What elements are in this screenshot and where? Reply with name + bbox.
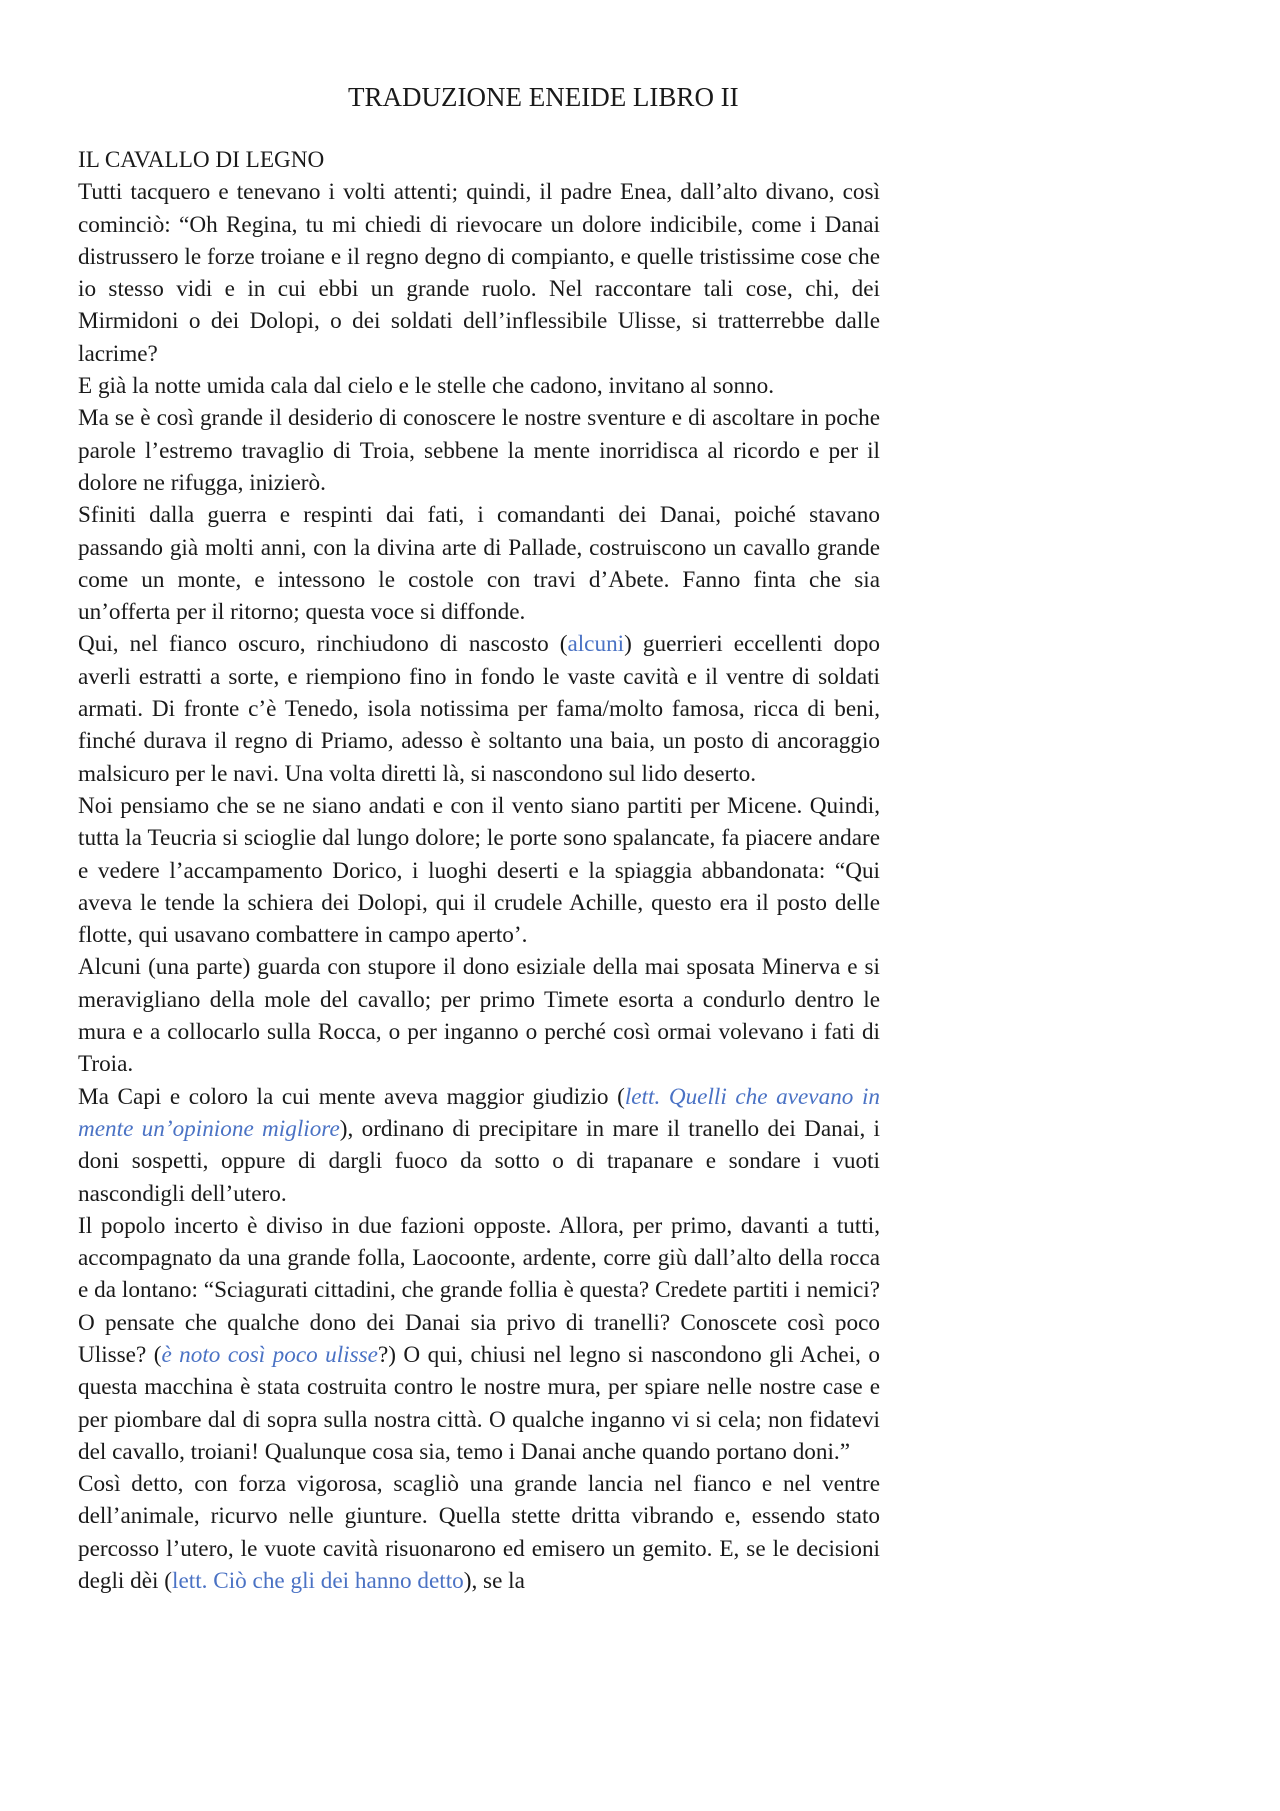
document-page [78,0,880,1597]
paragraph-2: E già la notte umida cala dal cielo e le stelle che cadono, invitano al sonno. [78,373,775,400]
section-heading: IL CAVALLO DI LEGNO [78,147,325,173]
paragraph-9 [78,1210,880,1468]
document-title: TRADUZIONE ENEIDE LIBRO II [348,82,739,112]
paragraph-10-text-after: ), se la [463,1568,525,1595]
paragraph-6: Noi pensiamo che se ne siano andati e con il vento siano partiti per Micene. Quindi, tutta la Teucria si scioglie dal lungo dolore; le porte sono spalancate, fa piacere andare e vedere l’accampamento Dorico, i luoghi deserti e la spiaggia abbandonata: “Qui aveva le tende la schiera dei Dolopi, qui il crudele Achille, questo era il posto delle flotte, qui usavano combattere in campo aperto’. [78,792,880,949]
paragraph-10-text-before: Così detto, con forza vigorosa, scagliò una grande lancia nel fianco e nel ventre dell’animale, ricurvo nelle giunture. Quella stette dritta vibrando e, essendo stato percosso l’utero, le vuote cavità risuonarono ed emisero un gemito. E, se le decisioni degli dèi ( [78,1471,880,1595]
literal-translation-note: lett. Quelli che avevano in mente un’opinione migliore [78,1083,880,1142]
paragraph-4: Sfiniti dalla guerra e respinti dai fati, i comandanti dei Danai, poiché stavano passando già molti anni, con la divina arte di Pallade, costruiscono un cavallo grande come un monte, e intessono le costole con travi d’Abete. Fanno finta che sia un’offerta per il ritorno; questa voce si diffonde. [78,502,880,626]
paragraph-9-text-after: ?) O qui, chiusi nel legno si nascondono gli Achei, o questa macchina è stata costruita contro le nostre mura, per spiare nelle nostre case e per piombare dal di sopra sulla nostra città. O qualche inganno vi si cela; non fidatevi del cavallo, troiani! Qualunque cosa sia, temo i Danai anche quando portano doni.” [78,1341,880,1465]
paragraph-3: Ma se è così grande il desiderio di conoscere le nostre sventure e di ascoltare in poche parole l’estremo travaglio di Troia, sebbene la mente inorridisca al ricordo e per il dolore ne rifugga, inizierò. [78,405,880,496]
translation-note: alcuni [567,631,625,658]
paragraph-5 [78,628,880,789]
document-body [78,144,880,1597]
literal-translation-note: lett. Ciò che gli dei hanno detto [172,1568,464,1595]
paragraph-7: Alcuni (una parte) guarda con stupore il dono esiziale della mai sposata Minerva e si meravigliano della mole del cavallo; per primo Timete esorta a condurlo dentro le mura e a collocarlo sulla Rocca, o per inganno o perché così ormai volevano i fati di Troia. [78,954,880,1078]
paragraph-8-text-after: ), ordinano di precipitare in mare il tranello dei Danai, i doni sospetti, oppure di dargli fuoco da sotto o di trapanare e sondare i vuoti nascondigli dell’utero. [78,1115,880,1207]
paragraph-5-text-after: ) guerrieri eccellenti dopo averli estratti a sorte, e riempiono fino in fondo le vaste cavità e il ventre di soldati armati. Di fronte c’è Tenedo, isola notissima per fama/molto famosa, ricca di beni, finché durava il regno di Priamo, adesso è soltanto una baia, un posto di ancoraggio malsicuro per le navi. Una volta diretti là, si nascondono sul lido deserto. [78,631,880,787]
paragraph-10 [78,1468,880,1597]
paragraph-1: Tutti tacquero e tenevano i volti attenti; quindi, il padre Enea, dall’alto divano, così cominciò: “Oh Regina, tu mi chiedi di rievocare un dolore indicibile, come i Danai distrussero le forze troiane e il regno degno di compianto, e quelle tristissime cose che io stesso vidi e in cui ebbi un grande ruolo. Nel raccontare tali cose, chi, dei Mirmidoni o dei Dolopi, o dei soldati dell’inflessibile Ulisse, si tratterrebbe dalle lacrime? [78,179,880,367]
paragraph-5-text-before: Qui, nel fianco oscuro, rinchiudono di nascosto ( [78,631,568,658]
paragraph-8-text-before: Ma Capi e coloro la cui mente aveva maggior giudizio ( [78,1083,625,1110]
paragraph-8 [78,1081,880,1210]
paragraph-9-text-before: Il popolo incerto è diviso in due fazioni opposte. Allora, per primo, davanti a tutti, accompagnato da una grande folla, Laocoonte, ardente, corre giù dall’alto della rocca e da lontano: “Sciagurati cittadini, che grande follia è questa? Credete partiti i nemici? O pensate che qualche dono dei Danai sia privo di tranelli? Conoscete così poco Ulisse? ( [78,1212,880,1368]
literal-translation-note: è noto così poco ulisse [161,1341,378,1368]
